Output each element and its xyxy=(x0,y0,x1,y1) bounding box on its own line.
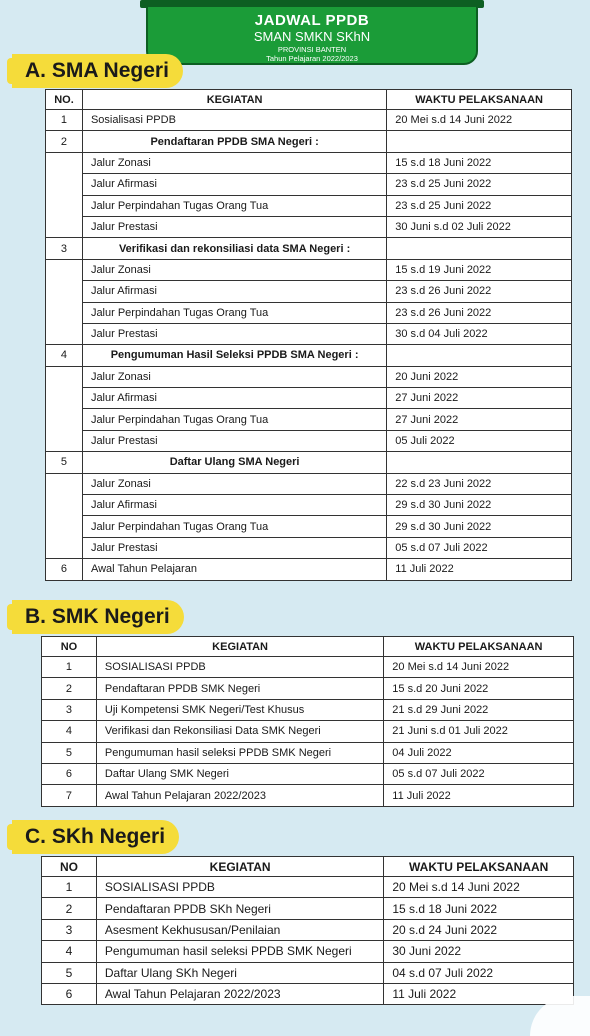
cell-kegiatan: Jalur Prestasi xyxy=(82,537,386,558)
column-header-kegiatan: KEGIATAN xyxy=(82,90,386,110)
table-row xyxy=(42,742,574,763)
cell-kegiatan: Jalur Zonasi xyxy=(82,473,386,494)
table-row xyxy=(46,281,572,302)
cell-kegiatan: Jalur Perpindahan Tugas Orang Tua xyxy=(82,302,386,323)
cell-kegiatan: Jalur Prestasi xyxy=(82,216,386,237)
cell-waktu xyxy=(387,238,572,259)
section-title-sma: A. SMA Negeri xyxy=(12,54,183,88)
column-header-no: NO. xyxy=(46,90,83,110)
cell-kegiatan: Jalur Perpindahan Tugas Orang Tua xyxy=(82,409,386,430)
cell-kegiatan: Daftar Ulang SKh Negeri xyxy=(96,962,383,983)
header-title: JADWAL PPDB xyxy=(254,12,370,29)
table-row xyxy=(46,366,572,387)
cell-kegiatan: Awal Tahun Pelajaran 2022/2023 xyxy=(96,785,383,806)
table-row xyxy=(42,763,574,784)
cell-waktu: 30 s.d 04 Juli 2022 xyxy=(387,323,572,344)
table-row xyxy=(42,785,574,806)
cell-waktu: 27 Juni 2022 xyxy=(387,388,572,409)
header-subtitle: SMAN SMKN SKhN xyxy=(253,29,371,44)
cell-kegiatan: Awal Tahun Pelajaran 2022/2023 xyxy=(96,983,383,1004)
cell-no xyxy=(46,388,83,409)
table-row xyxy=(46,302,572,323)
cell-waktu: 23 s.d 25 Juni 2022 xyxy=(387,174,572,195)
cell-no: 2 xyxy=(46,131,83,152)
cell-waktu: 04 Juli 2022 xyxy=(384,742,574,763)
cell-kegiatan: Sosialisasi PPDB xyxy=(82,110,386,131)
section-title-skh: C. SKh Negeri xyxy=(12,820,179,854)
cell-no: 4 xyxy=(42,721,97,742)
cell-no: 3 xyxy=(46,238,83,259)
column-header-waktu: WAKTU PELAKSANAAN xyxy=(384,637,574,657)
smk-schedule-table xyxy=(41,636,574,807)
table-row xyxy=(46,345,572,366)
cell-waktu: 05 Juli 2022 xyxy=(387,430,572,451)
cell-no: 5 xyxy=(42,742,97,763)
cell-waktu: 21 Juni s.d 01 Juli 2022 xyxy=(384,721,574,742)
cell-kegiatan: Uji Kompetensi SMK Negeri/Test Khusus xyxy=(96,699,383,720)
cell-kegiatan: Pendaftaran PPDB SMK Negeri xyxy=(96,678,383,699)
column-header-no: NO xyxy=(42,637,97,657)
cell-no xyxy=(46,473,83,494)
cell-no: 3 xyxy=(42,699,97,720)
table-header-row xyxy=(42,637,574,657)
table-row xyxy=(46,110,572,131)
cell-no xyxy=(46,174,83,195)
table-row xyxy=(42,919,574,940)
cell-kegiatan: Verifikasi dan rekonsiliasi data SMA Negeri : xyxy=(82,238,386,259)
cell-kegiatan: Jalur Perpindahan Tugas Orang Tua xyxy=(82,516,386,537)
table-row xyxy=(46,259,572,280)
cell-no xyxy=(46,366,83,387)
cell-waktu: 23 s.d 25 Juni 2022 xyxy=(387,195,572,216)
header-province: PROVINSI BANTEN xyxy=(277,45,347,54)
table-row xyxy=(42,721,574,742)
table-row xyxy=(46,495,572,516)
header-banner xyxy=(146,5,478,65)
cell-waktu: 20 Juni 2022 xyxy=(387,366,572,387)
cell-waktu: 27 Juni 2022 xyxy=(387,409,572,430)
cell-waktu: 20 Mei s.d 14 Juni 2022 xyxy=(387,110,572,131)
cell-no: 2 xyxy=(42,898,97,919)
column-header-waktu: WAKTU PELAKSANAAN xyxy=(384,857,574,877)
cell-no: 4 xyxy=(42,941,97,962)
cell-no: 6 xyxy=(42,983,97,1004)
cell-waktu xyxy=(387,452,572,473)
cell-waktu: 04 s.d 07 Juli 2022 xyxy=(384,962,574,983)
cell-waktu: 23 s.d 26 Juni 2022 xyxy=(387,281,572,302)
cell-no xyxy=(46,195,83,216)
table-row xyxy=(42,962,574,983)
cell-kegiatan: Daftar Ulang SMA Negeri xyxy=(82,452,386,473)
skh-schedule-table xyxy=(41,856,574,1005)
table-row xyxy=(42,898,574,919)
cell-waktu: 11 Juli 2022 xyxy=(384,785,574,806)
cell-waktu: 30 Juni 2022 xyxy=(384,941,574,962)
cell-waktu xyxy=(387,345,572,366)
table-row xyxy=(42,941,574,962)
cell-no xyxy=(46,516,83,537)
cell-no: 5 xyxy=(46,452,83,473)
cell-waktu: 05 s.d 07 Juli 2022 xyxy=(384,763,574,784)
column-header-kegiatan: KEGIATAN xyxy=(96,857,383,877)
table-row xyxy=(42,877,574,898)
cell-kegiatan: Pengumuman hasil seleksi PPDB SMK Negeri xyxy=(96,742,383,763)
cell-no xyxy=(46,495,83,516)
cell-waktu: 21 s.d 29 Juni 2022 xyxy=(384,699,574,720)
table-row xyxy=(46,238,572,259)
cell-waktu: 20 s.d 24 Juni 2022 xyxy=(384,919,574,940)
table-row xyxy=(46,452,572,473)
table-row xyxy=(46,409,572,430)
table-row xyxy=(46,516,572,537)
sma-schedule-table xyxy=(45,89,572,581)
table-row xyxy=(46,131,572,152)
cell-kegiatan: Jalur Prestasi xyxy=(82,430,386,451)
cell-no xyxy=(46,409,83,430)
cell-no: 4 xyxy=(46,345,83,366)
cell-kegiatan: Daftar Ulang SMK Negeri xyxy=(96,763,383,784)
cell-no: 1 xyxy=(42,657,97,678)
cell-waktu: 15 s.d 18 Juni 2022 xyxy=(384,898,574,919)
table-row xyxy=(42,983,574,1004)
table-row xyxy=(46,174,572,195)
table-header-row xyxy=(46,90,572,110)
cell-kegiatan: Jalur Zonasi xyxy=(82,366,386,387)
cell-no xyxy=(46,430,83,451)
cell-waktu: 29 s.d 30 Juni 2022 xyxy=(387,516,572,537)
table-row xyxy=(46,430,572,451)
cell-kegiatan: Jalur Prestasi xyxy=(82,323,386,344)
cell-no: 6 xyxy=(46,559,83,580)
column-header-kegiatan: KEGIATAN xyxy=(96,637,383,657)
cell-kegiatan: Pendaftaran PPDB SMA Negeri : xyxy=(82,131,386,152)
cell-kegiatan: SOSIALISASI PPDB xyxy=(96,877,383,898)
table-row xyxy=(46,323,572,344)
cell-kegiatan: Asesment Kekhususan/Penilaian xyxy=(96,919,383,940)
table-row xyxy=(42,699,574,720)
cell-kegiatan: Jalur Afirmasi xyxy=(82,495,386,516)
cell-waktu xyxy=(387,131,572,152)
cell-waktu: 23 s.d 26 Juni 2022 xyxy=(387,302,572,323)
cell-no: 7 xyxy=(42,785,97,806)
cell-no xyxy=(46,302,83,323)
header-year: Tahun Pelajaran 2022/2023 xyxy=(266,54,358,63)
cell-no xyxy=(46,281,83,302)
cell-kegiatan: Pengumuman hasil seleksi PPDB SMK Negeri xyxy=(96,941,383,962)
table-row xyxy=(46,473,572,494)
column-header-no: NO xyxy=(42,857,97,877)
cell-waktu: 11 Juli 2022 xyxy=(387,559,572,580)
cell-no xyxy=(46,259,83,280)
cell-waktu: 15 s.d 18 Juni 2022 xyxy=(387,152,572,173)
cell-kegiatan: Jalur Afirmasi xyxy=(82,174,386,195)
table-row xyxy=(46,388,572,409)
cell-no: 1 xyxy=(46,110,83,131)
cell-kegiatan: Jalur Perpindahan Tugas Orang Tua xyxy=(82,195,386,216)
cell-kegiatan: SOSIALISASI PPDB xyxy=(96,657,383,678)
cell-kegiatan: Pendaftaran PPDB SKh Negeri xyxy=(96,898,383,919)
cell-no xyxy=(46,152,83,173)
table-row xyxy=(46,559,572,580)
table-row xyxy=(46,195,572,216)
cell-waktu: 30 Juni s.d 02 Juli 2022 xyxy=(387,216,572,237)
cell-waktu: 20 Mei s.d 14 Juni 2022 xyxy=(384,877,574,898)
table-row xyxy=(42,657,574,678)
cell-waktu: 15 s.d 19 Juni 2022 xyxy=(387,259,572,280)
table-row xyxy=(46,152,572,173)
table-row xyxy=(42,678,574,699)
table-row xyxy=(46,216,572,237)
section-title-smk: B. SMK Negeri xyxy=(12,600,184,634)
cell-waktu: 11 Juli 2022 xyxy=(384,983,574,1004)
cell-kegiatan: Verifikasi dan Rekonsiliasi Data SMK Negeri xyxy=(96,721,383,742)
column-header-waktu: WAKTU PELAKSANAAN xyxy=(387,90,572,110)
cell-kegiatan: Pengumuman Hasil Seleksi PPDB SMA Negeri : xyxy=(82,345,386,366)
cell-no xyxy=(46,216,83,237)
cell-waktu: 22 s.d 23 Juni 2022 xyxy=(387,473,572,494)
cell-no xyxy=(46,323,83,344)
cell-no: 1 xyxy=(42,877,97,898)
cell-waktu: 29 s.d 30 Juni 2022 xyxy=(387,495,572,516)
table-row xyxy=(46,537,572,558)
cell-kegiatan: Jalur Afirmasi xyxy=(82,388,386,409)
cell-no xyxy=(46,537,83,558)
cell-kegiatan: Jalur Zonasi xyxy=(82,152,386,173)
cell-waktu: 05 s.d 07 Juli 2022 xyxy=(387,537,572,558)
cell-waktu: 20 Mei s.d 14 Juni 2022 xyxy=(384,657,574,678)
cell-no: 6 xyxy=(42,763,97,784)
cell-no: 5 xyxy=(42,962,97,983)
table-header-row xyxy=(42,857,574,877)
cell-kegiatan: Jalur Afirmasi xyxy=(82,281,386,302)
cell-waktu: 15 s.d 20 Juni 2022 xyxy=(384,678,574,699)
cell-kegiatan: Jalur Zonasi xyxy=(82,259,386,280)
cell-no: 2 xyxy=(42,678,97,699)
cell-kegiatan: Awal Tahun Pelajaran xyxy=(82,559,386,580)
cell-no: 3 xyxy=(42,919,97,940)
